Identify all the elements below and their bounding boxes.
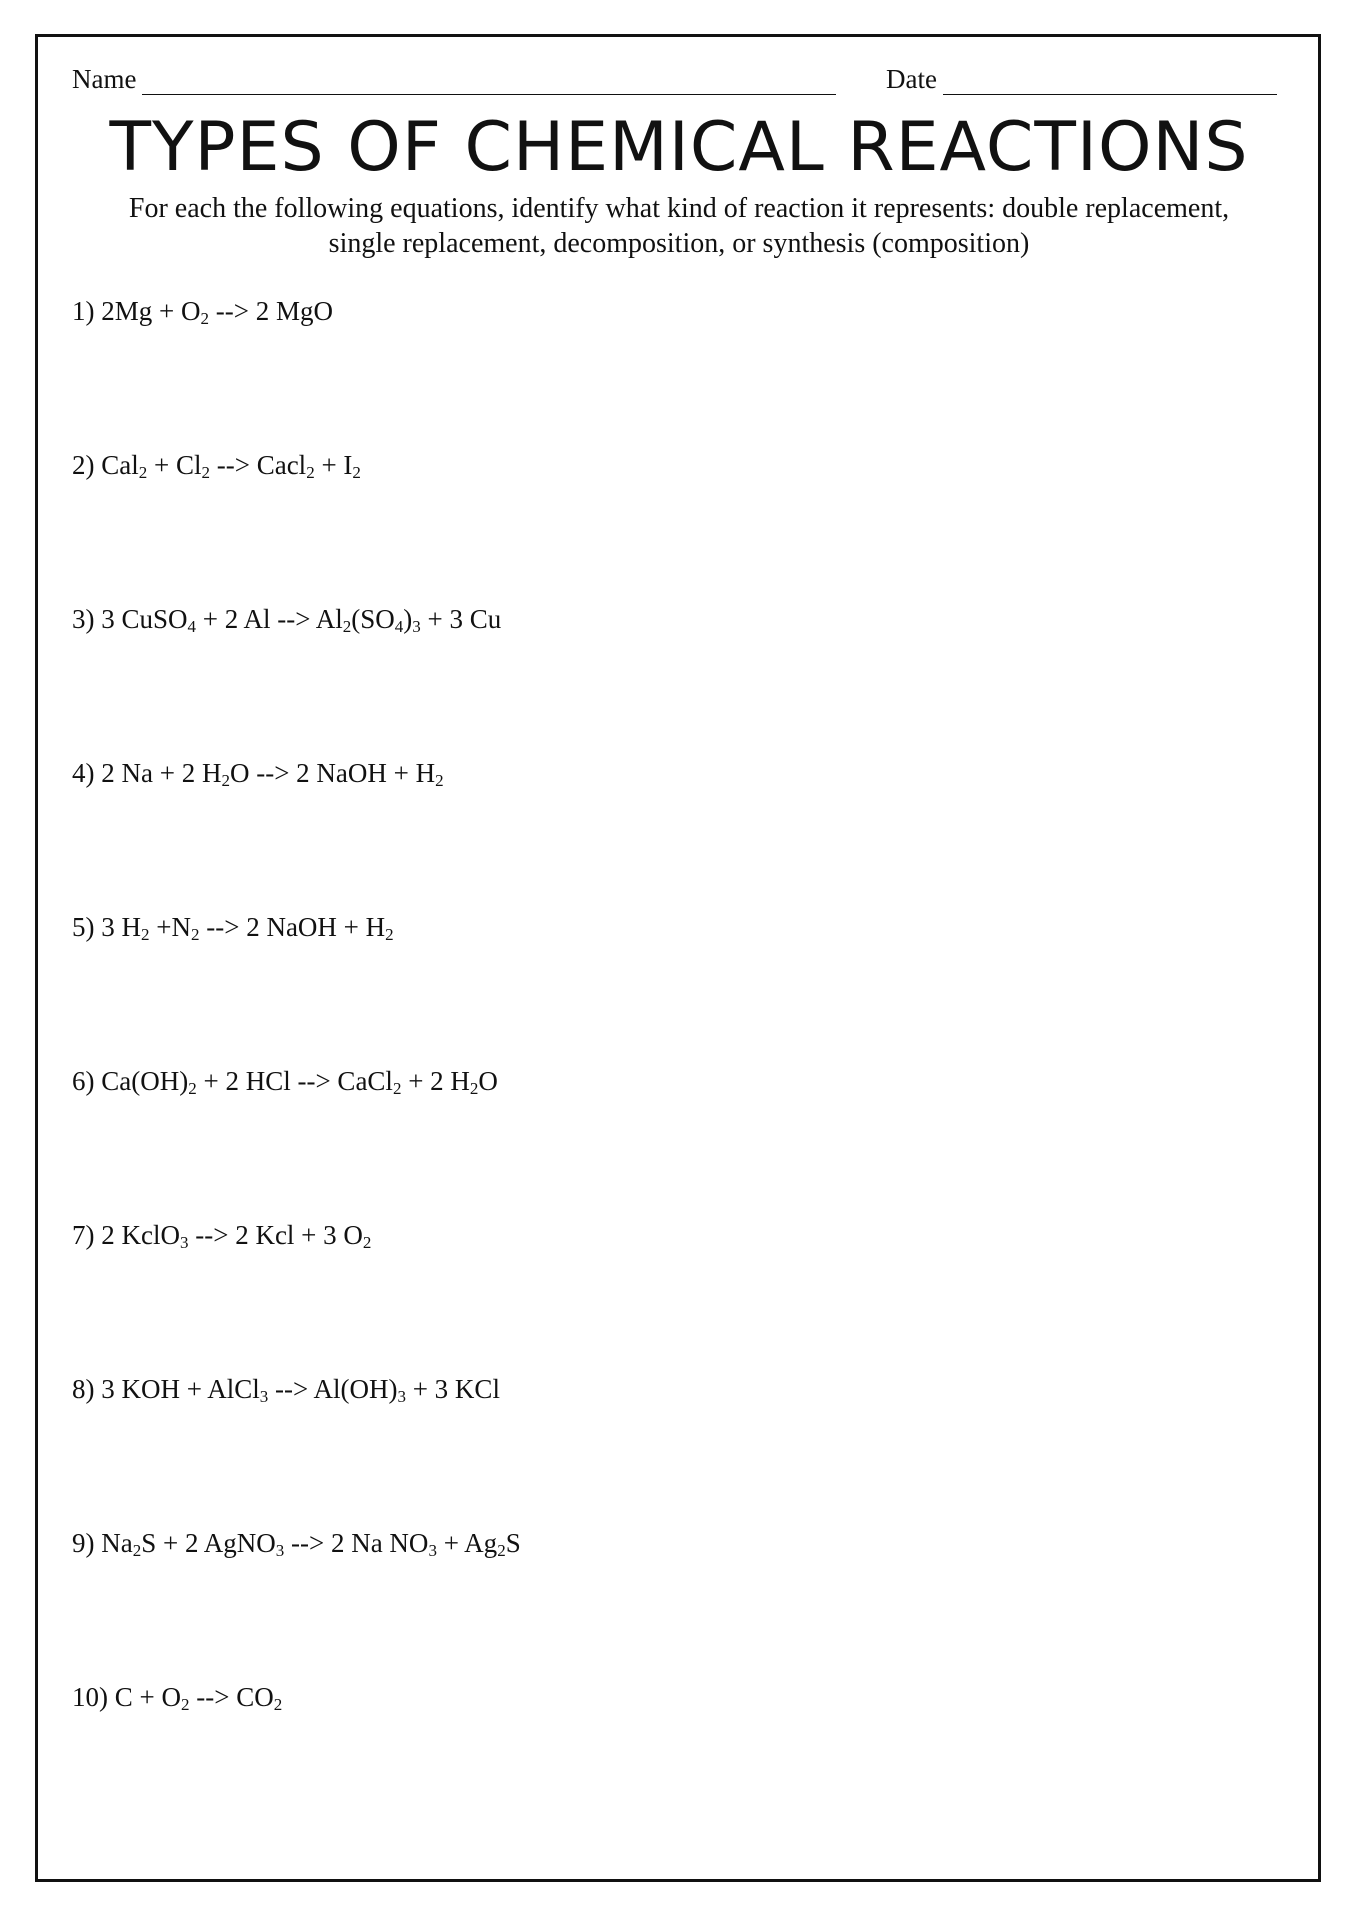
subscript: 2 [469, 1079, 479, 1098]
question-number: 6) [72, 1066, 102, 1096]
subscript: 2 [385, 925, 394, 944]
name-date-row [72, 64, 1292, 104]
chemical-equation: 3 CuSO$_4$ + 2 Al --> $Al_2(SO_4)_3 + 3$ Cu [101, 604, 502, 636]
subscript: 2 [435, 771, 444, 790]
question-number: 2) [72, 450, 102, 480]
chemical-equation: 2 Na + 2 $H_2O$ --> 2 NaOH + $H_2$ [101, 758, 444, 790]
subscript: 2 [138, 463, 148, 482]
question-number: 5) [72, 912, 102, 942]
subscript: 2 [221, 771, 230, 790]
question-item [72, 1374, 500, 1405]
question-number: 1) [72, 296, 102, 326]
question-number: 10) [72, 1682, 115, 1712]
name-label: Name [72, 64, 137, 94]
subscript: 2 [141, 925, 150, 944]
subscript: 2 [352, 463, 361, 482]
question-item [72, 1682, 282, 1713]
subscript: 2 [497, 1541, 506, 1560]
chemical-equation: $2Mg + O_2$ --> 2 MgO [101, 296, 333, 328]
chemical-equation: $Na_2S + 2$ AgNO$_3$ --> 2 Na $NO_3 + Ag_2S$ [101, 1528, 521, 1560]
subscript: 2 [188, 1079, 197, 1098]
subscript: 2 [392, 1079, 402, 1098]
subscript: 2 [190, 925, 200, 944]
chemical-equation: $Cal_2 + Cl_2$ --> Cacl$_2$ + $I_2$ [101, 450, 361, 482]
chemical-equation: 3 KOH + AlCl$_3$ --> $Al(OH)_3 + 3$ KCl [101, 1374, 500, 1406]
subscript: 3 [275, 1541, 285, 1560]
name-field[interactable] [72, 64, 836, 95]
subscript: 2 [342, 617, 352, 636]
subscript: 2 [201, 463, 210, 482]
question-number: 3) [72, 604, 102, 634]
question-item [72, 1066, 498, 1097]
question-item [72, 604, 501, 635]
question-item [72, 1528, 521, 1559]
date-label: Date [886, 64, 937, 94]
question-item [72, 296, 333, 327]
chemical-equation: 3 $H_2 +N_2$ --> 2 NaOH + $H_2$ [101, 912, 394, 944]
question-number: 9) [72, 1528, 102, 1558]
subscript: 2 [362, 1233, 372, 1252]
subscript: 2 [306, 463, 315, 482]
question-number: 8) [72, 1374, 102, 1404]
chemical-equation: $Ca(OH)_2 + 2$ HCl --> CaCl$_2$ + 2 $H_2O$ [101, 1066, 498, 1098]
question-item [72, 1220, 371, 1251]
subscript: 4 [394, 617, 404, 636]
chemical-equation: $C + O_2$ --> $CO_2$ [114, 1682, 283, 1714]
instructions: For each the following equations, identify what kind of reaction it represents: double replacement, single replacement, decomposition, or synthesis (composition) [128, 193, 1230, 259]
date-line[interactable] [943, 67, 1277, 95]
page-title: TYPES OF CHEMICAL REACTIONS [109, 108, 1249, 187]
subscript: 2 [180, 1695, 190, 1714]
subscript: 2 [132, 1541, 142, 1560]
subscript: 3 [412, 617, 421, 636]
question-item [72, 758, 444, 789]
subscript: 2 [273, 1695, 283, 1714]
question-number: 7) [72, 1220, 102, 1250]
subscript: 4 [187, 617, 197, 636]
question-item [72, 450, 361, 481]
question-number: 4) [72, 758, 102, 788]
chemical-equation: 2 KclO$_3$ --> 2 Kcl + 3 $O_2$ [101, 1220, 372, 1252]
name-line[interactable] [142, 67, 836, 95]
date-field[interactable] [886, 64, 1277, 95]
question-item [72, 912, 394, 943]
subscript: 3 [259, 1387, 269, 1406]
subscript: 3 [179, 1233, 189, 1252]
subscript: 2 [200, 309, 209, 328]
subscript: 3 [397, 1387, 406, 1406]
subscript: 3 [428, 1541, 437, 1560]
